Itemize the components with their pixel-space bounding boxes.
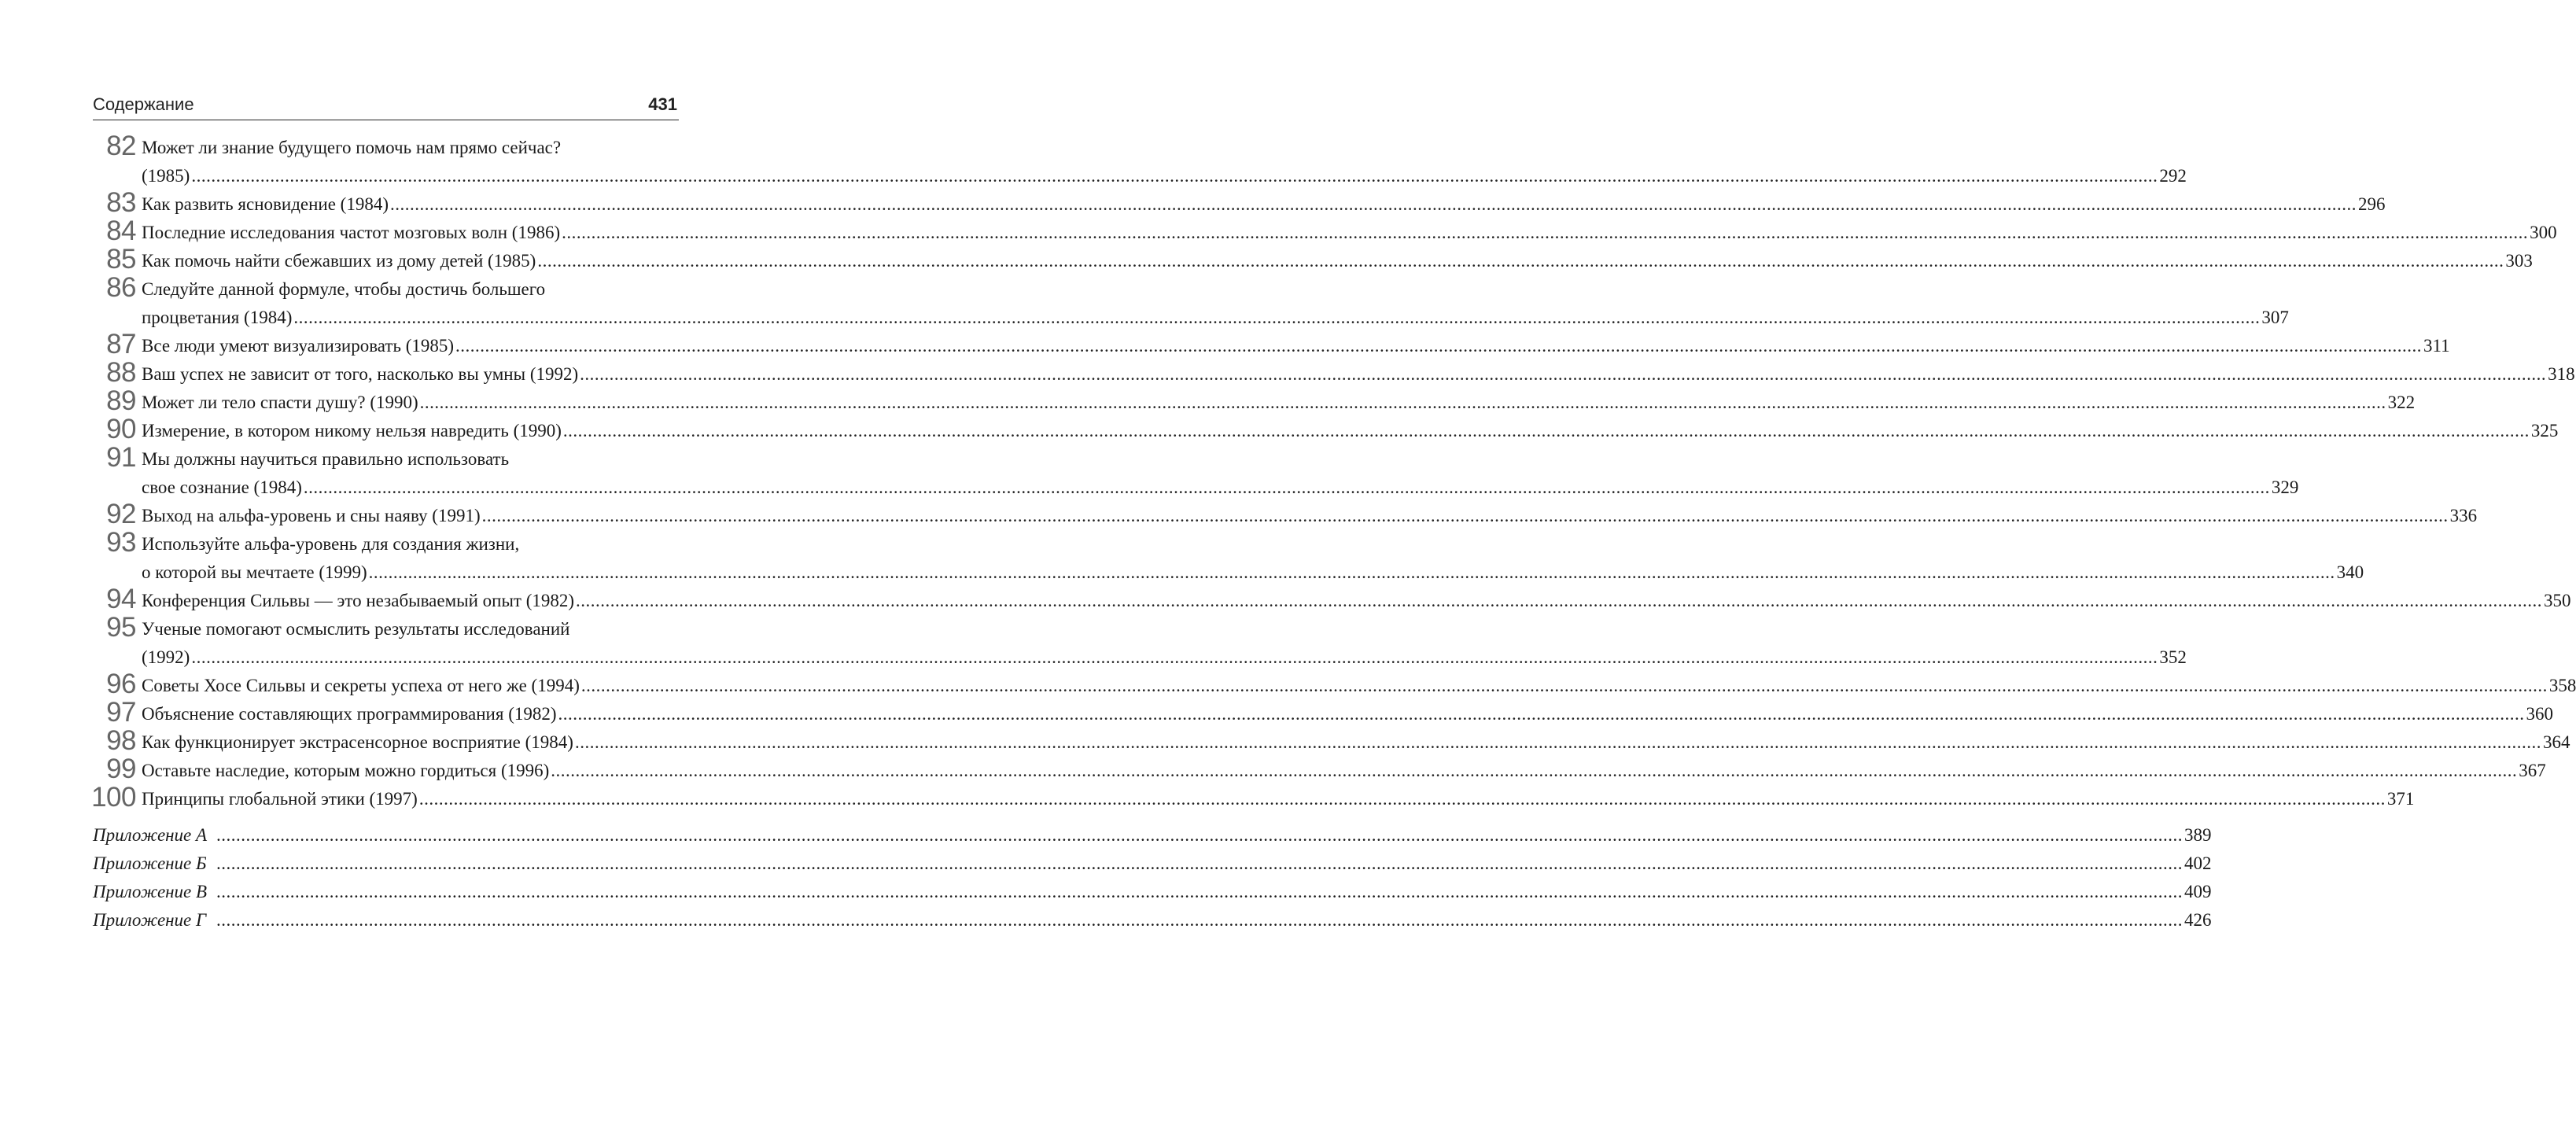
chapter-title: Ваш успех не зависит от того, насколько вы умны (1992) [142,364,579,384]
appendix-title: Приложение Г [93,910,207,930]
chapter-number: 96 [106,669,136,699]
toc-entry[interactable] [93,414,2559,445]
appendix-title: Приложение А [93,825,208,845]
dot-leader: ................................................................................................................................................................................................................................................................................................................................................................................................................ [562,421,2530,440]
chapter-title: Может ли знание будущего помочь нам прямо сейчас? [142,138,562,157]
chapter-title: Как функционирует экстрасенсорное восприятие (1984) [142,732,573,752]
chapter-title: свое сознание (1984) [142,477,302,497]
toc-entry[interactable] [93,499,2478,530]
appendix-entry[interactable] [93,821,2212,850]
dot-leader: ................................................................................................................................................................................................................................................................................................................................................................................................................ [293,308,2261,327]
running-header [93,93,679,120]
chapter-number: 90 [106,414,136,444]
chapter-title: Конференция Сильвы — это незабываемый опыт (1982) [142,591,575,610]
chapter-page: 300 [2530,223,2557,242]
chapter-number: 97 [106,697,136,728]
chapter-number: 89 [106,385,136,416]
section-title: Содержание [93,94,194,114]
chapter-number: 87 [106,329,136,359]
dot-leader: ................................................................................................................................................................................................................................................................................................................................................................................................................ [191,647,2158,667]
appendix-page: 389 [2184,825,2212,845]
appendix-list [93,821,2212,934]
dot-leader: ................................................................................................................................................................................................................................................................................................................................................................................................................ [419,393,2386,412]
dot-leader: ................................................................................................................................................................................................................................................................................................................................................................................................................ [390,194,2357,214]
chapter-title: Используйте альфа-уровень для создания жизни, [142,534,520,554]
toc-entry[interactable] [93,669,2576,700]
dot-leader: ................................................................................................................................................................................................................................................................................................................................................................................................................ [368,562,2335,582]
chapter-number: 83 [106,187,136,218]
dot-leader: ................................................................................................................................................................................................................................................................................................................................................................................................................ [574,732,2541,752]
chapter-number: 92 [106,499,136,529]
chapter-title: Все люди умеют визуализировать (1985) [142,336,455,356]
dot-leader: ................................................................................................................................................................................................................................................................................................................................................................................................................ [551,761,2518,780]
dot-leader: ................................................................................................................................................................................................................................................................................................................................................................................................................ [303,477,2270,497]
toc-entry[interactable] [93,754,2546,785]
chapter-page: 303 [2505,251,2533,271]
toc-entry[interactable] [93,385,2416,417]
chapter-title: Следуйте данной формуле, чтобы достичь большего [142,279,546,299]
chapter-page: 307 [2261,308,2289,327]
chapter-page: 292 [2159,166,2187,186]
chapter-number: 91 [106,442,136,473]
toc-entry[interactable] [93,187,2386,219]
toc-entry[interactable] [93,442,2299,502]
chapter-page: 322 [2387,393,2416,412]
chapter-number: 95 [106,612,136,643]
chapter-page: 318 [2548,364,2575,384]
chapter-title: Как развить ясновидение (1984) [142,194,389,214]
appendix-entry[interactable] [93,906,2212,934]
chapter-title: Ученые помогают осмыслить результаты исследований [142,619,570,639]
dot-leader: ................................................................................................................................................................................................................................................................................................................................................................................................................ [558,704,2525,724]
dot-leader: ................................................................................................................................................................................................................................................................................................................................................................................................................ [216,853,2183,873]
chapter-number: 85 [106,244,136,275]
chapter-page: 340 [2336,562,2364,582]
chapter-title: Мы должны научиться правильно использовать [142,449,510,469]
toc-entry[interactable] [93,244,2533,275]
appendix-title: Приложение В [93,882,208,901]
chapter-page: 336 [2449,506,2478,525]
chapter-page: 352 [2159,647,2187,667]
dot-leader: ................................................................................................................................................................................................................................................................................................................................................................................................................ [216,882,2183,901]
chapter-title: Последние исследования частот мозговых волн (1986) [142,223,561,242]
chapter-title: Объяснение составляющих программирования (1982) [142,704,557,724]
dot-leader: ................................................................................................................................................................................................................................................................................................................................................................................................................ [418,789,2386,809]
chapter-page: 350 [2544,591,2571,610]
chapter-title: Оставьте наследие, которым можно гордиться (1996) [142,761,550,780]
chapter-number: 100 [91,782,136,813]
chapter-title: процветания (1984) [142,308,293,327]
chapter-title: Принципы глобальной этики (1997) [142,789,418,809]
appendix-entry[interactable] [93,878,2212,906]
chapter-page: 296 [2358,194,2386,214]
chapter-page: 360 [2526,704,2554,724]
dot-leader: ................................................................................................................................................................................................................................................................................................................................................................................................................ [481,506,2449,525]
chapter-page: 329 [2271,477,2299,497]
chapter-title: Может ли тело спасти душу? (1990) [142,393,418,412]
chapter-page: 358 [2548,676,2576,695]
chapter-title: Выход на альфа-уровень и сны наяву (1991) [142,506,481,525]
toc-entry[interactable] [91,782,2415,813]
chapter-number: 82 [106,131,136,161]
chapter-title: Советы Хосе Сильвы и секреты успеха от него же (1994) [142,676,580,695]
chapter-number: 86 [106,272,136,303]
toc-entry[interactable] [93,725,2570,757]
chapter-title: (1992) [142,647,190,667]
page-number: 431 [648,94,677,114]
chapter-number: 84 [106,216,136,246]
toc-entry[interactable] [93,329,2450,360]
appendix-page: 426 [2184,910,2212,930]
chapter-page: 371 [2386,789,2415,809]
toc-entry[interactable] [93,584,2571,615]
dot-leader: ................................................................................................................................................................................................................................................................................................................................................................................................................ [216,910,2183,930]
chapter-page: 311 [2423,336,2450,356]
dot-leader: ................................................................................................................................................................................................................................................................................................................................................................................................................ [580,364,2547,384]
chapter-number: 98 [106,725,136,756]
chapter-title: о которой вы мечтаете (1999) [142,562,367,582]
table-of-contents [91,131,2576,813]
chapter-title: Измерение, в котором никому нельзя навредить (1990) [142,421,562,440]
dot-leader: ................................................................................................................................................................................................................................................................................................................................................................................................................ [537,251,2504,271]
toc-entry[interactable] [93,527,2364,587]
chapter-number: 88 [106,357,136,388]
dot-leader: ................................................................................................................................................................................................................................................................................................................................................................................................................ [216,825,2183,845]
chapter-page: 367 [2519,761,2546,780]
chapter-number: 93 [106,527,136,558]
toc-entry[interactable] [93,216,2557,247]
chapter-number: 99 [106,754,136,784]
dot-leader: ................................................................................................................................................................................................................................................................................................................................................................................................................ [455,336,2423,356]
toc-entry[interactable] [93,357,2575,389]
chapter-title: (1985) [142,166,190,186]
dot-leader: ................................................................................................................................................................................................................................................................................................................................................................................................................ [576,591,2543,610]
dot-leader: ................................................................................................................................................................................................................................................................................................................................................................................................................ [580,676,2548,695]
toc-entry[interactable] [93,612,2187,672]
toc-entry[interactable] [93,697,2554,728]
toc-entry[interactable] [93,131,2187,190]
dot-leader: ................................................................................................................................................................................................................................................................................................................................................................................................................ [191,166,2158,186]
appendix-entry[interactable] [93,850,2212,878]
chapter-page: 364 [2542,732,2570,752]
chapter-title: Как помочь найти сбежавших из дому детей (1985) [142,251,536,271]
appendix-title: Приложение Б [93,853,207,873]
appendix-page: 402 [2184,853,2212,873]
toc-entry[interactable] [93,272,2289,332]
appendix-page: 409 [2184,882,2212,901]
chapter-number: 94 [106,584,136,614]
chapter-page: 325 [2530,421,2559,440]
dot-leader: ................................................................................................................................................................................................................................................................................................................................................................................................................ [562,223,2529,242]
